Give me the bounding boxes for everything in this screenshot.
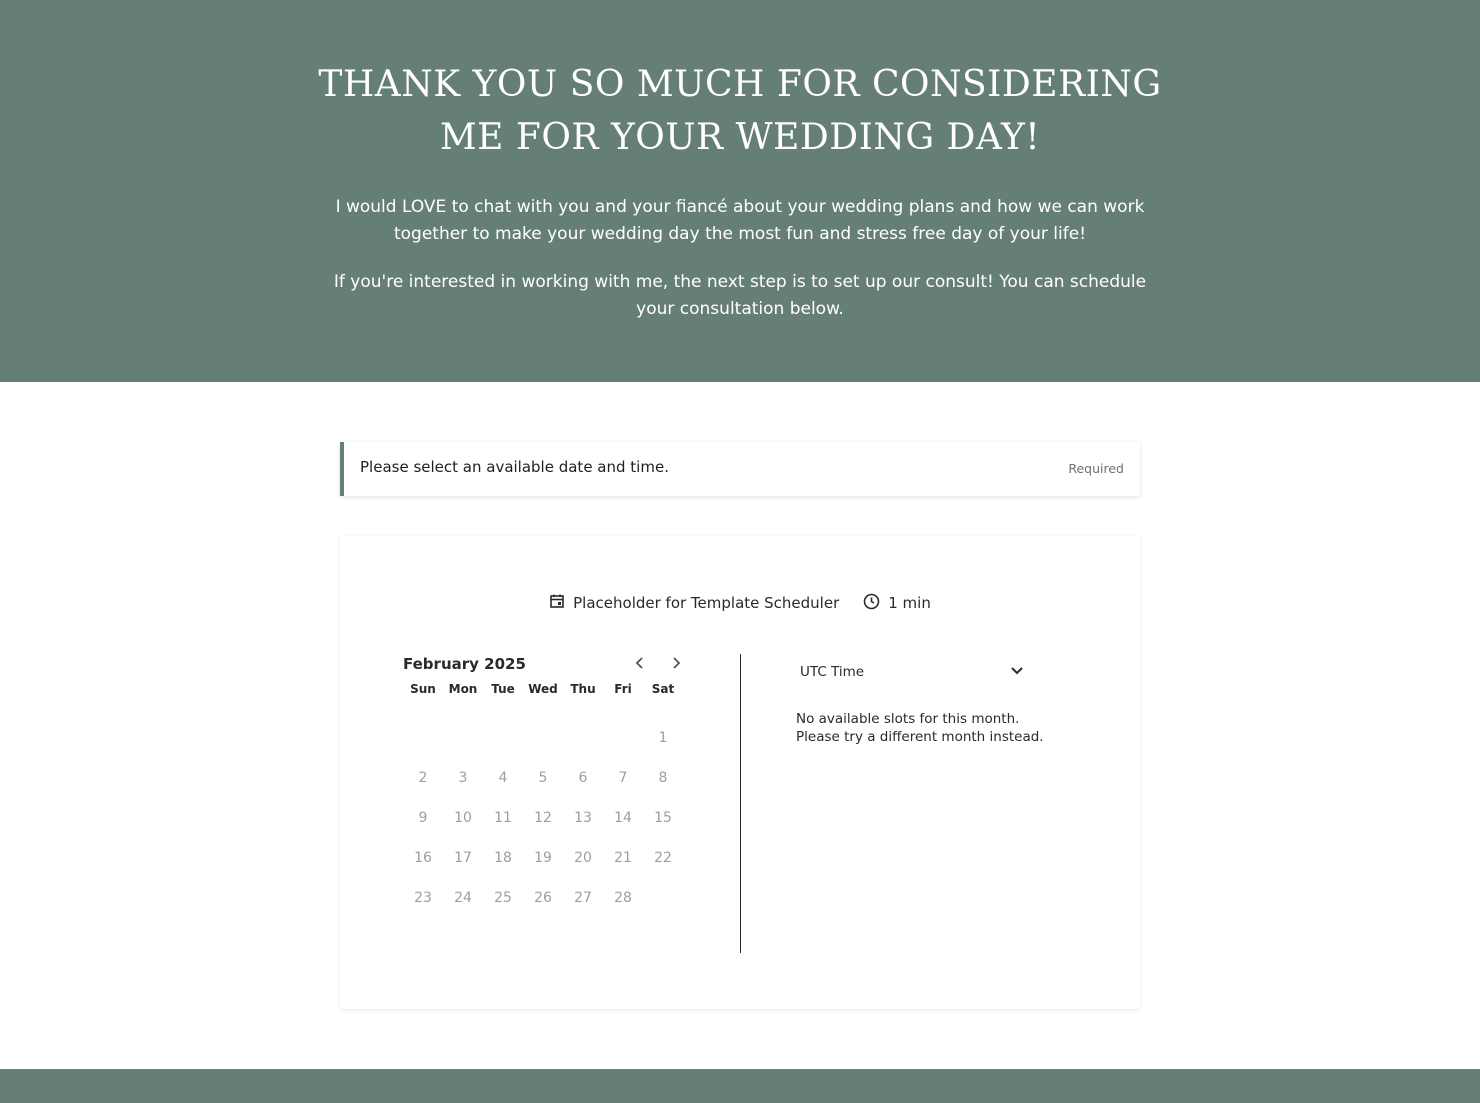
weekday-label: Thu (570, 682, 596, 696)
calendar-day: 9 (418, 810, 428, 826)
event-meta (340, 592, 1140, 614)
calendar-week (403, 758, 683, 798)
weekday-label: Sat (651, 682, 675, 696)
weekday-label: Sun (410, 682, 436, 696)
calendar-month-label: February 2025 (403, 655, 526, 673)
calendar-day (443, 718, 483, 758)
calendar-day: 25 (494, 890, 512, 906)
no-slots-message (796, 710, 1076, 746)
timezone-label: UTC Time (800, 664, 865, 680)
chevron-left-icon (634, 655, 646, 674)
event-name: Placeholder for Template Scheduler (573, 594, 840, 612)
calendar-day: 8 (658, 770, 668, 786)
calendar-day: 10 (454, 810, 472, 826)
calendar-day: 22 (654, 850, 672, 866)
weekday-label: Mon (448, 682, 478, 696)
no-slots-line-1: No available slots for this month. (796, 711, 1020, 727)
previous-month-button[interactable] (630, 654, 650, 674)
event-duration: 1 min (888, 594, 931, 612)
calendar-day: 12 (534, 810, 552, 826)
weekday-label: Tue (491, 682, 515, 696)
hero-intro-paragraph: I would LOVE to chat with you and your fiancé about your wedding plans and how we can work together to make your wedding day the most fun and stress free day of your life! (335, 197, 1145, 244)
calendar-day: 13 (574, 810, 592, 826)
calendar-day: 1 (658, 730, 668, 746)
hero-banner (0, 0, 1480, 382)
calendar-day: 16 (414, 850, 432, 866)
calendar-week (403, 798, 683, 838)
calendar-day: 4 (498, 770, 508, 786)
calendar-day: 23 (414, 890, 432, 906)
calendar-day: 3 (458, 770, 468, 786)
calendar-day (643, 878, 683, 918)
calendar-day: 17 (454, 850, 472, 866)
calendar-day (563, 718, 603, 758)
calendar-day: 14 (614, 810, 632, 826)
calendar-week (403, 838, 683, 878)
calendar-day (603, 718, 643, 758)
calendar-day: 21 (614, 850, 632, 866)
calendar-day: 2 (418, 770, 428, 786)
calendar-divider (740, 654, 741, 953)
calendar-day: 7 (618, 770, 628, 786)
hero-title: THANK YOU SO MUCH FOR CONSIDERING ME FOR YOUR WEDDING DAY! (318, 64, 1162, 158)
hero-next-step-paragraph: If you're interested in working with me, the next step is to set up our consult! You can schedule your consultation below. (333, 272, 1147, 319)
calendar-day: 24 (454, 890, 472, 906)
calendar-day: 19 (534, 850, 552, 866)
date-time-required-notice (340, 442, 1140, 496)
calendar-day: 6 (578, 770, 588, 786)
calendar-week (403, 718, 683, 758)
calendar-day: 11 (494, 810, 512, 826)
calendar-day (403, 718, 443, 758)
timezone-select[interactable] (796, 660, 1024, 684)
scheduler-card (340, 536, 1140, 1009)
calendar-week (403, 878, 683, 918)
chevron-right-icon (670, 655, 682, 674)
weekday-header-row (403, 682, 683, 702)
calendar-day: 20 (574, 850, 592, 866)
calendar-day: 15 (654, 810, 672, 826)
calendar-day (523, 718, 563, 758)
weekday-label: Fri (614, 682, 632, 696)
calendar-day: 27 (574, 890, 592, 906)
weekday-label: Wed (528, 682, 558, 696)
clock-icon (863, 593, 888, 614)
footer-band (0, 1069, 1480, 1103)
calendar-day: 26 (534, 890, 552, 906)
chevron-down-icon (1010, 664, 1024, 680)
calendar-icon (549, 593, 573, 613)
calendar-day (483, 718, 523, 758)
next-month-button[interactable] (666, 654, 686, 674)
no-slots-line-2: Please try a different month instead. (796, 729, 1044, 745)
notice-text: Please select an available date and time. (360, 458, 669, 476)
calendar-day: 28 (614, 890, 632, 906)
calendar-day: 5 (538, 770, 548, 786)
calendar-grid (403, 682, 683, 918)
required-label: Required (1068, 461, 1124, 476)
calendar-day: 18 (494, 850, 512, 866)
